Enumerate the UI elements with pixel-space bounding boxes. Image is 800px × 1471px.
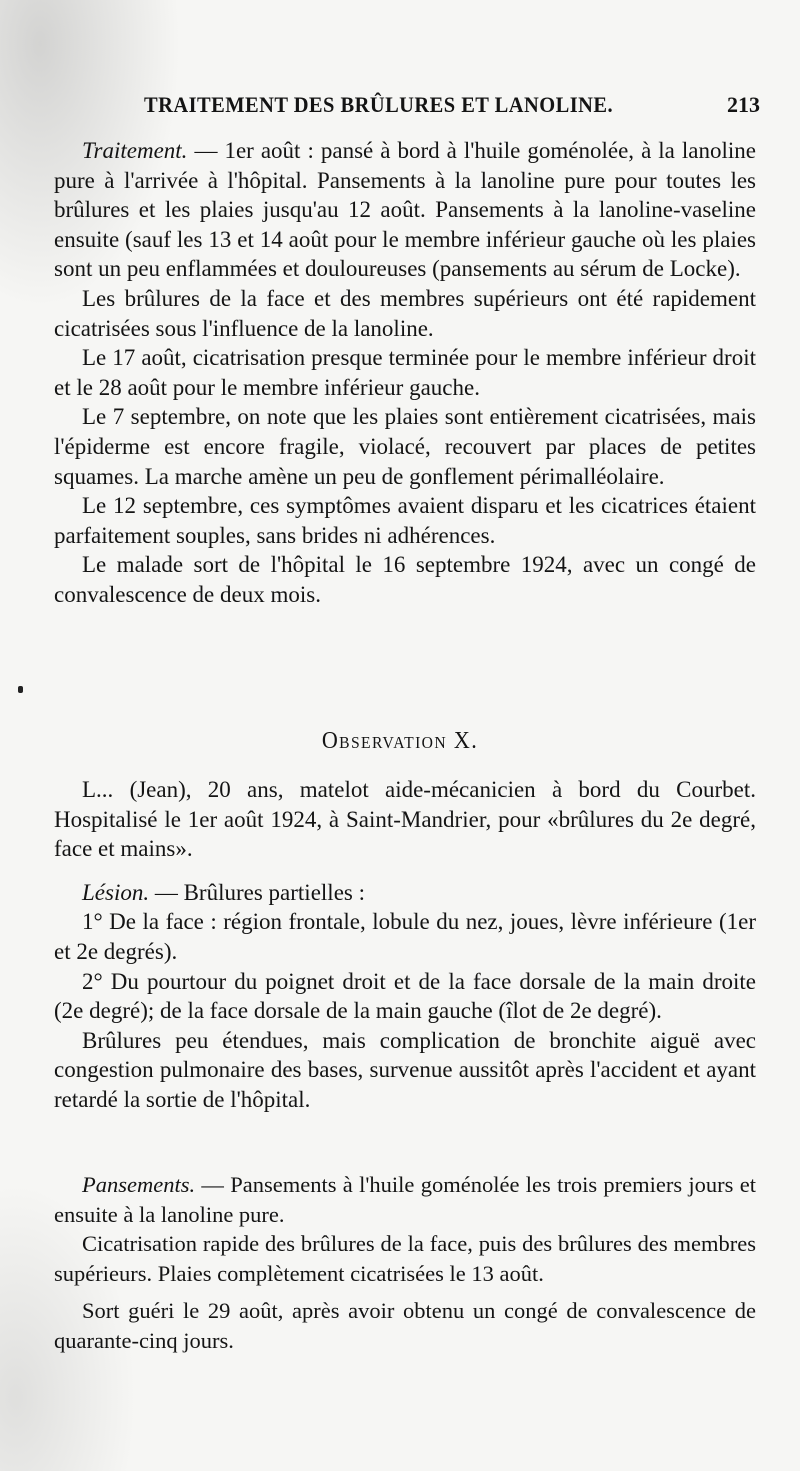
paragraph-cicatrisation: Cicatrisation rapide des brûlures de la face, puis des brûlures des membres supérieurs. Plaies complètement cicatrisées le 13 août. <box>54 1231 756 1286</box>
paragraph-sortie: Le malade sort de l'hôpital le 16 septembre 1924, avec un congé de convalescence de deux mois. <box>54 552 756 607</box>
lesion-label: Lésion. <box>82 879 150 905</box>
paragraph-brulures-face: Les brûlures de la face et des membres supérieurs ont été rapidement cicatrisées sous l'influence de la lanoline. <box>54 285 756 341</box>
pansements-section <box>54 1170 756 1356</box>
pansements-text: — Pansements à l'huile goménolée les trois premiers jours et ensuite à la lanoline pure. <box>54 1172 756 1227</box>
running-head <box>136 92 760 126</box>
observation-section <box>54 775 756 1115</box>
traitement-label: Traitement. <box>82 138 188 163</box>
lesion-text: — Brûlures partielles : <box>149 879 365 905</box>
running-title: TRAITEMENT DES BRÛLURES ET LANOLINE. <box>144 92 614 117</box>
spacer <box>54 1288 756 1296</box>
lesion-item-1: 1° De la face : région frontale, lobule du nez, joues, lèvre inférieure (1er et 2e degrés). <box>54 909 756 964</box>
paragraph-17-aout: Le 17 août, cicatrisation presque terminée pour le membre inférieur droit et le 28 août pour le membre inférieur gauche. <box>54 345 756 400</box>
spacer <box>54 864 756 878</box>
margin-ink-dot <box>18 686 23 693</box>
paragraph-pansements <box>54 1170 756 1229</box>
treatment-section <box>54 136 756 610</box>
lesion-item-2: 2° Du pourtour du poignet droit et de la face dorsale de la main droite (2e degré); de la face dorsale de la main gauche (îlot de 2e degré). <box>54 968 756 1024</box>
pansements-label: Pansements. <box>82 1172 196 1197</box>
traitement-text: — 1er août : pansé à bord à l'huile goménolée, à la lanoline pure à l'arrivée à l'hôpital. Pansements à la lanoline pure pour toutes les brûlures et les plaies jusqu'au 12 août. Pansements à la lanoline-vaseline ensuite (sauf les 13 et 14 août pour le membre inférieur gauche où les plaies sont un peu enflammées et douloureuses (pansements au sérum de Locke). <box>54 138 756 282</box>
paragraph-complication: Brûlures peu étendues, mais complication de bronchite aiguë avec congestion pulmonaire des bases, survenue aussitôt après l'accident et ayant retardé la sortie de l'hôpital. <box>54 1027 756 1112</box>
paragraph-patient: L... (Jean), 20 ans, matelot aide-mécanicien à bord du Courbet. Hospitalisé le 1er août 1924, à Saint-Mandrier, pour «brûlures du 2e degré, face et mains». <box>54 777 756 862</box>
paragraph-12-septembre: Le 12 septembre, ces symptômes avaient disparu et les cicatrices étaient parfaitement souples, sans brides ni adhérences. <box>54 493 756 548</box>
observation-heading: Observation X. <box>321 728 479 754</box>
page-number: 213 <box>727 92 760 117</box>
paragraph-traitement <box>54 136 756 284</box>
paragraph-7-septembre: Le 7 septembre, on note que les plaies sont entièrement cicatrisées, mais l'épiderme est encore fragile, violacé, recouvert par places de petites squames. La marche amène un peu de gonflement périmalléolaire. <box>54 404 756 489</box>
paragraph-sort-gueri: Sort guéri le 29 août, après avoir obtenu un congé de convalescence de quarante-cinq jours. <box>54 1298 756 1353</box>
paragraph-lesion <box>54 878 756 908</box>
